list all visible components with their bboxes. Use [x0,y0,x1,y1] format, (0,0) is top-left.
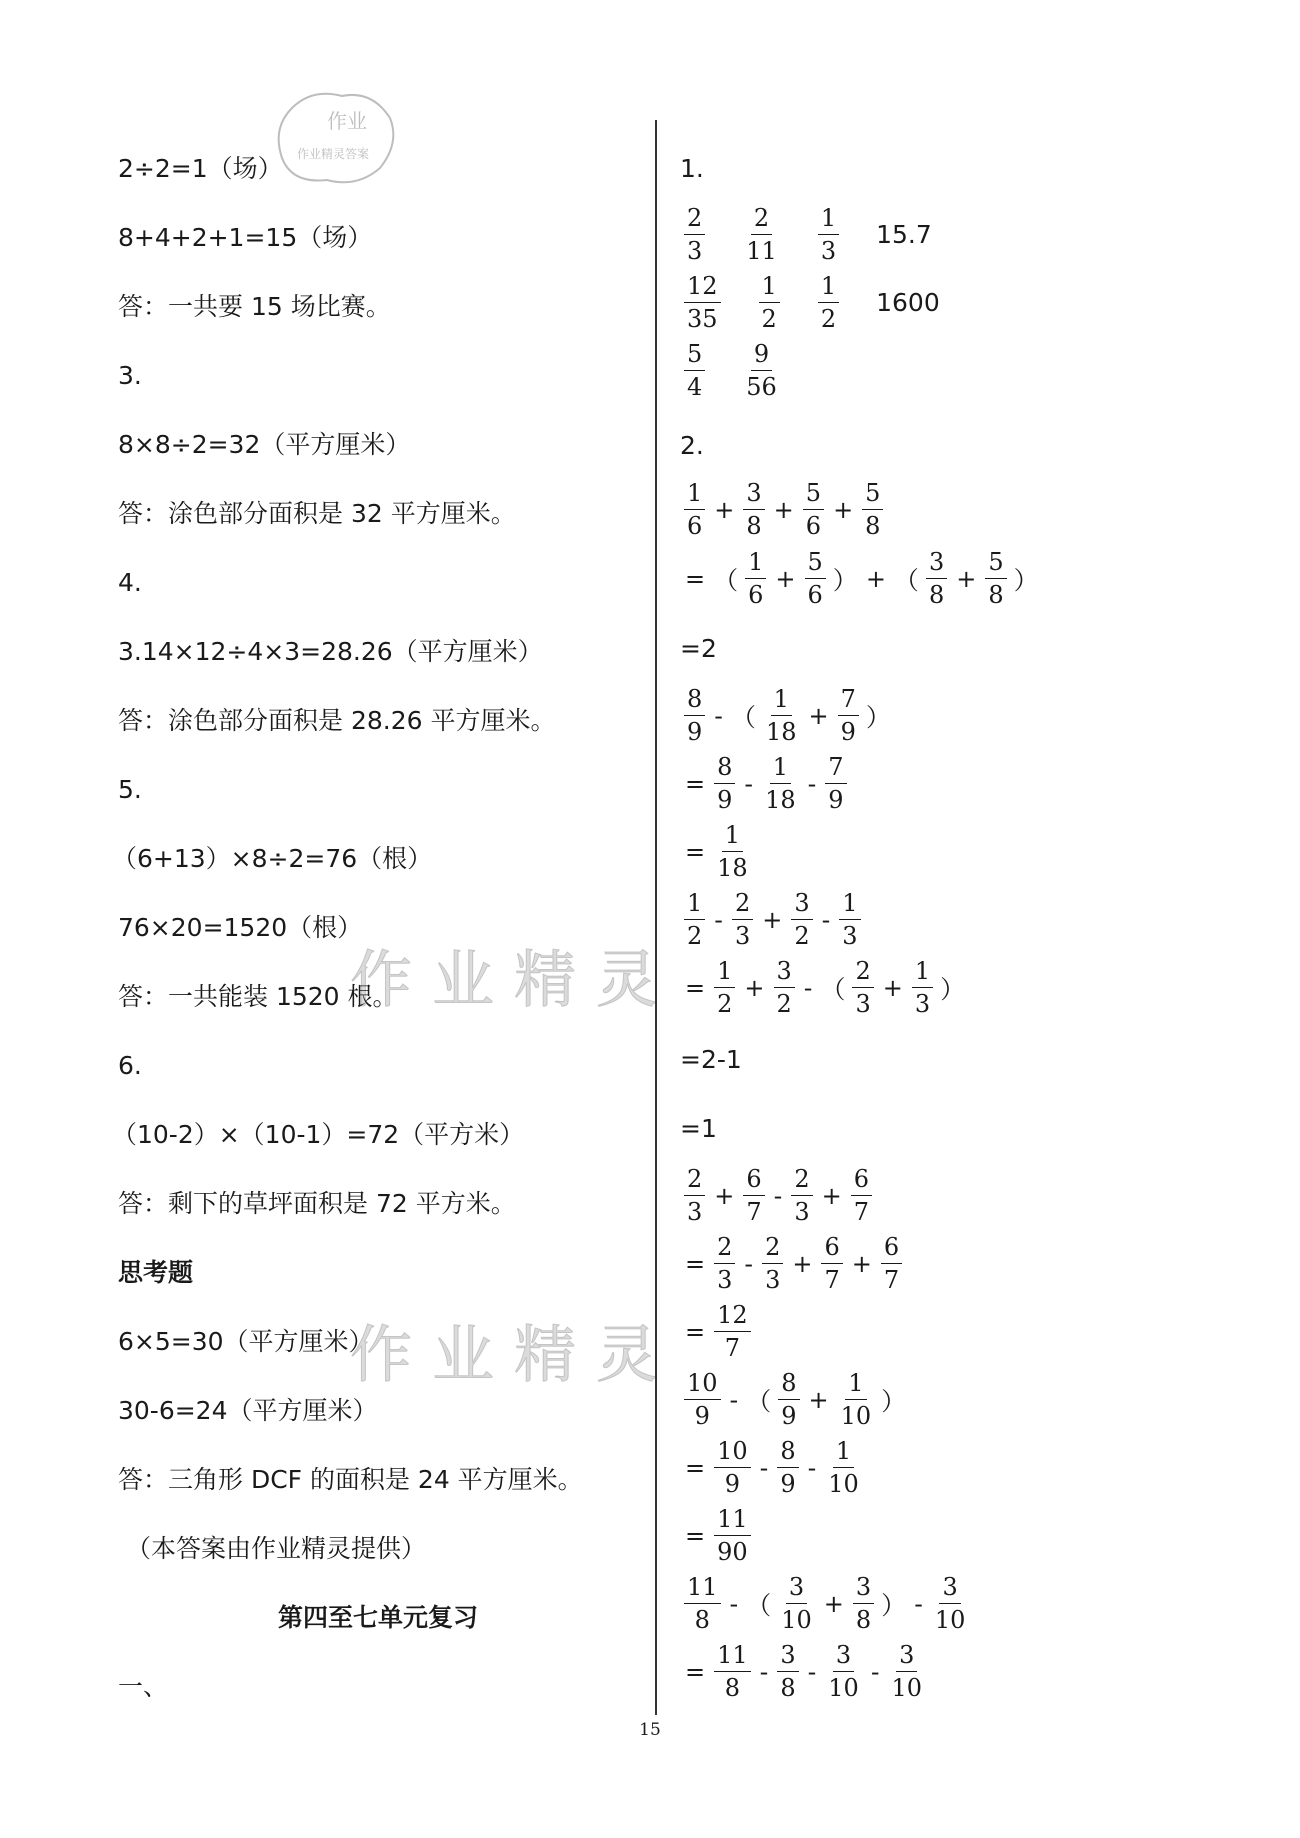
text-line: 答：涂色部分面积是 28.26 平方厘米。 [118,706,556,735]
expression-row: = $\frac{12}{7}$ [680,1302,755,1361]
text-line: 8×8÷2=32（平方厘米） [118,430,411,459]
watermark-text: 作业精灵 [350,1318,679,1391]
fraction: $\frac{5}{4}$ [684,341,705,400]
expression-row: = $\frac{8}{9}$ - $\frac{1}{18}$ - $\frac{7}{9}$ [680,754,851,813]
expression-row: $\frac{10}{9}$ - （ $\frac{8}{9}$ + $\frac{1}{10}$ ） [680,1370,909,1429]
answer-row: $\frac{12}{35}$ $\frac{1}{2}$ $\frac{1}{2}$ 1600 [680,273,943,332]
fraction: $\frac{1}{2}$ [759,273,780,332]
fraction: $\frac{12}{35}$ [684,273,721,332]
fraction: $\frac{2}{3}$ [684,205,705,264]
text-line: （6+13）×8÷2=76（根） [112,844,433,873]
expression-row: = $\frac{11}{8}$ - $\frac{3}{8}$ - $\frac{3}{10}$ - $\frac{3}{10}$ [685,1641,923,1702]
fraction: $\frac{1}{3}$ [818,205,839,264]
text-line: （10-2）×（10-1）=72（平方米） [112,1120,525,1149]
text-line: 6×5=30（平方厘米） [118,1327,374,1356]
fraction: $\frac{9}{56}$ [746,340,777,401]
question-number: 一、 [118,1672,169,1701]
fraction: $\frac{1}{2}$ [818,273,839,332]
expression-row: $\frac{2}{3}$ + $\frac{6}{7}$ - $\frac{2}{3}$ + $\frac{6}{7}$ [680,1166,876,1225]
text-line: 30-6=24（平方厘米） [118,1396,378,1425]
svg-text:作业: 作业 [327,109,367,133]
svg-text:作业精灵答案: 作业精灵答案 [297,147,370,161]
result-line: =2-1 [680,1045,742,1074]
section-heading: 思考题 [118,1258,194,1287]
watermark-stamp-logo [272,88,402,188]
question-number: 2. [680,431,704,460]
expression-row: = $\frac{11}{90}$ [680,1506,755,1565]
text-line: 2÷2=1（场） [118,154,283,183]
expression-row: = $\frac{2}{3}$ - $\frac{2}{3}$ + $\frac{6}{7}$ + $\frac{6}{7}$ [680,1234,906,1293]
question-number: 3. [118,361,142,390]
expression-row: = $\frac{10}{9}$ - $\frac{8}{9}$ - $\frac{1}{10}$ [685,1437,859,1498]
answer-row: $\frac{2}{3}$ $\frac{2}{11}$ $\frac{1}{3}$ 15.7 [680,205,935,264]
fraction: $\frac{2}{11}$ [746,204,777,265]
result-line: =2 [680,634,717,663]
expression-row: $\frac{1}{2}$ - $\frac{2}{3}$ + $\frac{3}{2}$ - $\frac{1}{3}$ [680,890,865,949]
expression-row: = （ $\frac{1}{6}$ + $\frac{5}{6}$ ） + （ $\frac{3}{8}$ + $\frac{5}{8}$ ） [685,548,1039,609]
text-line: 答：涂色部分面积是 32 平方厘米。 [118,499,516,528]
expression-row: = $\frac{1}{2}$ + $\frac{3}{2}$ - （ $\frac{2}{3}$ + $\frac{1}{3}$ ） [685,957,966,1018]
unit-title: 第四至七单元复习 [277,1603,478,1632]
text-line: 答：一共要 15 场比赛。 [118,292,391,321]
text-line: 答：剩下的草坪面积是 72 平方米。 [118,1189,516,1218]
text-line: 76×20=1520（根） [118,913,363,942]
answer-row [680,341,784,400]
text-line: 3.14×12÷4×3=28.26（平方厘米） [118,637,543,666]
text-line: 8+4+2+1=15（场） [118,223,373,252]
text-line: 答：一共能装 1520 根。 [118,982,398,1011]
result-line: =1 [680,1114,717,1143]
credit-note: （本答案由作业精灵提供） [126,1534,427,1563]
text-line: 答：三角形 DCF 的面积是 24 平方厘米。 [118,1465,583,1494]
question-number: 6. [118,1051,142,1080]
page-number: 15 [639,1720,661,1740]
watermark-text: 作业精灵 [350,943,679,1016]
question-number: 4. [118,568,142,597]
expression-row: $\frac{1}{6}$ + $\frac{3}{8}$ + $\frac{5}{6}$ + $\frac{5}{8}$ [680,480,887,539]
column-divider [655,120,657,1715]
expression-row: = $\frac{1}{18}$ [685,821,748,882]
question-number: 1. [680,154,704,183]
question-number: 5. [118,775,142,804]
expression-row: $\frac{11}{8}$ - （ $\frac{3}{10}$ + $\frac{3}{8}$ ） - $\frac{3}{10}$ [680,1574,972,1633]
expression-row: $\frac{8}{9}$ - （ $\frac{1}{18}$ + $\frac{7}{9}$ ） [680,686,894,745]
